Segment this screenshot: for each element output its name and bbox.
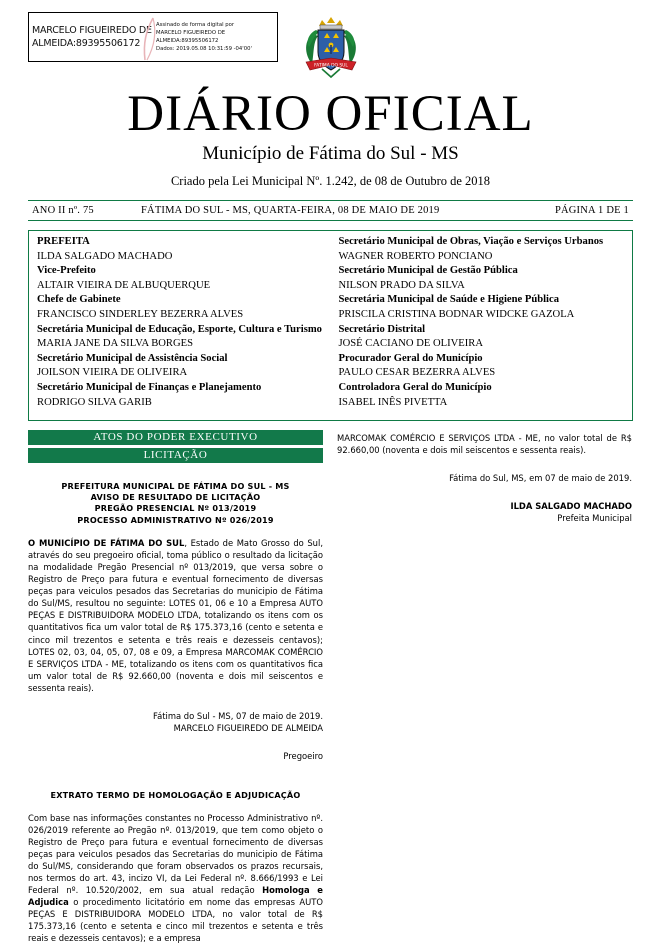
signature-metadata — [154, 21, 277, 54]
signature-block-prefeita — [337, 472, 632, 524]
signature-meta-line-1: Assinado de forma digital por — [156, 21, 235, 28]
signature-role: Prefeita Municipal — [557, 513, 632, 524]
content-columns — [28, 430, 633, 945]
issue-bar — [28, 200, 633, 221]
official-role: Secretário Distrital — [338, 323, 426, 335]
extrato-bold-phrase: Homologa e Adjudica — [28, 885, 323, 908]
signature-name: MARCELO FIGUEIREDO DE ALMEIDA — [173, 723, 323, 734]
signature-role: Pregoeiro — [283, 751, 323, 762]
official-role: Procurador Geral do Município — [338, 352, 483, 364]
official-name: WAGNER ROBERTO PONCIANO — [338, 250, 493, 262]
official-name: NILSON PRADO DA SILVA — [338, 279, 465, 291]
issue-place-date: FÁTIMA DO SUL - MS, QUARTA-FEIRA, 08 DE MAIO DE 2019 — [141, 205, 440, 216]
official-name: ISABEL INÊS PIVETTA — [338, 396, 448, 408]
article-heading-extrato: EXTRATO TERMO DE HOMOLOGAÇÃO E ADJUDICAÇÃO — [50, 790, 301, 801]
extrato-text-part-2: o procedimento licitatório em nome das empresas AUTO PEÇAS E DISTRIBUIDORA MODELO LTDA, no valor total de R$ 175.373,16 (cento e setenta e cinco mil trezentos e setenta e três reais e dezesseis centavos); e a empresa — [28, 897, 323, 944]
officials-column-right — [331, 235, 633, 416]
article-heading-aviso — [28, 481, 323, 526]
official-name: JOILSON VIEIRA DE OLIVEIRA — [37, 367, 188, 379]
page-title: DIÁRIO OFICIAL — [127, 86, 534, 142]
official-name: PRISCILA CRISTINA BODNAR WIDCKE GAZOLA — [338, 308, 575, 320]
official-name: JOSÉ CACIANO DE OLIVEIRA — [338, 338, 483, 350]
svg-text:FATIMA DO SUL: FATIMA DO SUL — [313, 63, 348, 69]
article-heading-line-3: PREGÃO PRESENCIAL Nº 013/2019 — [94, 503, 257, 514]
official-role: Chefe de Gabinete — [37, 294, 121, 306]
article-heading-line-1: PREFEITURA MUNICIPAL DE FÁTIMA DO SUL - MS — [61, 481, 290, 491]
official-name: FRANCISCO SINDERLEY BEZERRA ALVES — [37, 308, 244, 320]
article-heading-line-2: AVISO DE RESULTADO DE LICITAÇÃO — [90, 492, 261, 503]
officials-box — [28, 230, 633, 421]
official-name: PAULO CESAR BEZERRA ALVES — [338, 367, 496, 379]
section-bar-atos: ATOS DO PODER EXECUTIVO — [28, 430, 323, 445]
official-role: Secretário Municipal de Finanças e Planejamento — [37, 381, 262, 393]
signature-meta-line-2: MARCELO FIGUEIREDO DE — [156, 29, 226, 36]
article-body-extrato — [28, 812, 323, 945]
article-body-extrato-continued: MARCOMAK COMÉRCIO E SERVIÇOS LTDA - ME, no valor total de R$ 92.660,00 (noventa e dois mil seiscentos e sessenta reais). — [337, 433, 632, 456]
signature-meta-line-4: Dados: 2019.05.08 10:31:59 -04'00' — [156, 46, 252, 53]
official-role: Secretário Municipal de Gestão Pública — [338, 265, 518, 277]
digital-signature-stamp — [28, 12, 278, 62]
signature-place-date: Fátima do Sul - MS, 07 de maio de 2019. — [153, 711, 323, 722]
official-role: Vice-Prefeito — [37, 265, 96, 277]
signature-name: ILDA SALGADO MACHADO — [510, 501, 632, 512]
signature-block-pregoeiro — [28, 710, 323, 762]
official-name: ILDA SALGADO MACHADO — [37, 250, 173, 262]
article-heading-line-4: PROCESSO ADMINISTRATIVO Nº 026/2019 — [77, 514, 274, 525]
content-column-right — [337, 430, 632, 945]
issue-number: ANO II nº. 75 — [32, 205, 94, 216]
official-role: Secretária Municipal de Saúde e Higiene Pública — [338, 294, 559, 306]
officials-column-left — [29, 235, 331, 416]
official-name: RODRIGO SILVA GARIB — [37, 396, 152, 408]
masthead-subtitle: Município de Fátima do Sul - MS — [202, 143, 459, 164]
official-role: Controladora Geral do Município — [338, 381, 492, 393]
official-role: Secretária Municipal de Educação, Esporte, Cultura e Turismo — [37, 323, 322, 335]
extrato-text-part-1: Com base nas informações constantes no Processo Administrativo nº. 026/2019 referente ao Pregão nº. 013/2019, que tem como objeto o Registro de Preço para futura e eventual fornecimento de diversas peças para veiculos pesados das Secretarias do municipio de Fátima do Sul/MS, considerando que foram observados os prazos recursais, nos termos do art. 43, incizo VI, da Lei Federal nº. 8.666/1993 e Lei Federal nº. 10.520/2002, em sua atual redação — [28, 812, 323, 896]
official-role: PREFEITA — [37, 236, 90, 247]
signature-place-date: Fátima do Sul, MS, em 07 de maio de 2019. — [449, 473, 632, 484]
article-body-aviso — [28, 537, 323, 694]
article-body-text: , Estado de Mato Grosso do Sul, através do seu pregoeiro oficial, toma público o resultado da licitação na modalidade Pregão Presencial nº 013/2019, que versa sobre o Registro de Preço para futura e eventual fornecimento de diversas peças para veiculos pesados das Secretarias do municipio de Fátima do Sul/MS, resultou no seguinte: LOTES 01, 06 e 10 a Empresa AUTO PEÇAS E DISTRIBUIDORA MODELO LTDA, totalizando os itens com os quantitativos fica um valor total de R$ 175.373,16 (cento e setenta e cinco mil trezentos e setenta e três reais e dezesseis centavos); LOTES 02, 03, 04, 05, 07, 08 e 09, a Empresa MARCOMAK COMÉRCIO E SERVIÇOS LTDA - ME, totalizando os itens com os quantitativos fica um valor total de R$ 92.660,00 (noventa e dois mil seiscentos e sessenta reais). — [28, 537, 323, 693]
content-column-left — [28, 430, 323, 945]
official-role: Secretário Municipal de Obras, Viação e Serviços Urbanos — [338, 236, 604, 247]
official-role: Secretário Municipal de Assistência Social — [37, 352, 228, 364]
official-name: MARIA JANE DA SILVA BORGES — [37, 338, 193, 350]
signature-subject-name: MARCELO FIGUEIREDO DE ALMEIDA:89395506172 — [32, 25, 152, 49]
issue-page-indicator: PÁGINA 1 DE 1 — [554, 205, 629, 216]
coat-of-arms-icon — [300, 14, 362, 82]
official-name: ALTAIR VIEIRA DE ALBUQUERQUE — [37, 279, 211, 291]
signature-meta-line-3: ALMEIDA:89395506172 — [156, 38, 219, 44]
section-bar-licitacao: LICITAÇÃO — [28, 448, 323, 463]
masthead-law-line: Criado pela Lei Municipal Nº. 1.242, de 08 de Outubro de 2018 — [170, 174, 491, 188]
article-lead-text: O MUNICÍPIO DE FÁTIMA DO SUL — [28, 537, 185, 548]
